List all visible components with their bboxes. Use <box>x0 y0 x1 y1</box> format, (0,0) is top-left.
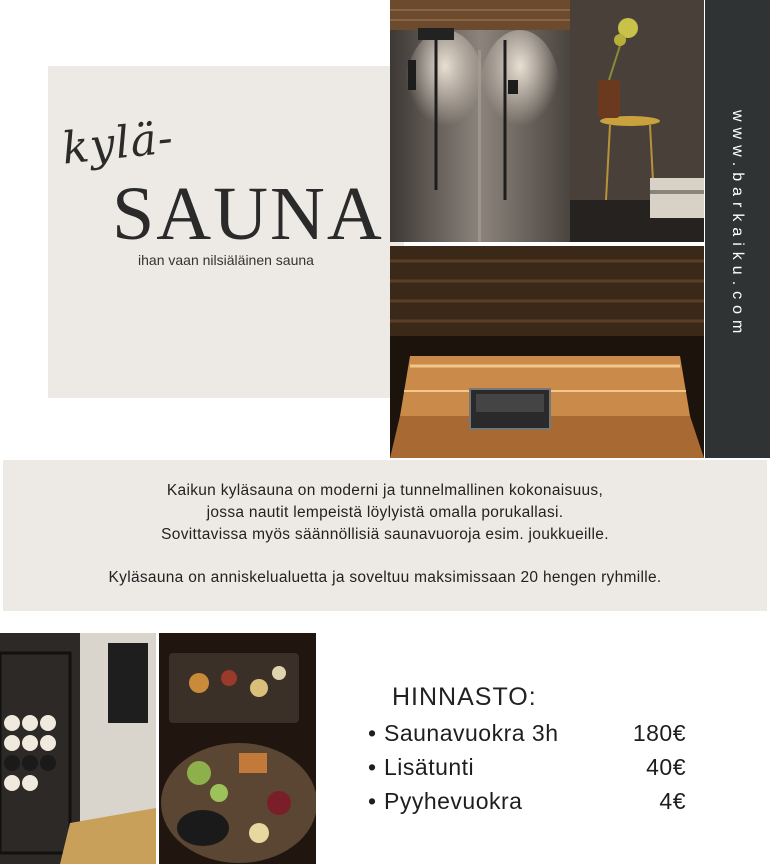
photo-showers <box>390 0 570 242</box>
price-item-value: 180€ <box>632 720 686 746</box>
photo-vase-table <box>570 0 704 242</box>
description-line: Kyläsauna on anniskelualuetta ja soveltuu maksimissaan 20 hengen ryhmille. <box>108 569 662 586</box>
bullet: • <box>368 720 377 746</box>
title-main: SAUNA <box>112 172 384 256</box>
price-item-name: Pyyhevuokra <box>384 788 523 814</box>
photo-towel-shelf <box>0 633 156 864</box>
title-script: kylä- <box>59 112 177 175</box>
title-tagline: ihan vaan nilsiäläinen sauna <box>138 252 314 268</box>
price-item-name: Lisätunti <box>384 754 475 780</box>
price-row <box>368 754 686 784</box>
description-line: Kaikun kyläsauna on moderni ja tunnelmallinen kokonaisuus, <box>166 482 604 499</box>
price-item-value: 40€ <box>646 754 686 780</box>
description-line: Sovittavissa myös säännöllisiä saunavuoroja esim. joukkueille. <box>161 526 609 543</box>
price-row <box>368 720 686 750</box>
bullet: • <box>368 788 377 814</box>
bullet: • <box>368 754 377 780</box>
price-item-name: Saunavuokra 3h <box>384 720 559 746</box>
photo-food-platters <box>159 633 316 864</box>
photo-sauna-bench <box>390 246 704 458</box>
price-row <box>368 788 686 818</box>
website-link[interactable]: www.barkaiku.com <box>729 110 746 340</box>
price-item-value: 4€ <box>659 788 686 814</box>
price-list-title: HINNASTO: <box>392 683 537 711</box>
description-line: jossa nautit lempeistä löylyistä omalla porukallasi. <box>206 504 564 521</box>
